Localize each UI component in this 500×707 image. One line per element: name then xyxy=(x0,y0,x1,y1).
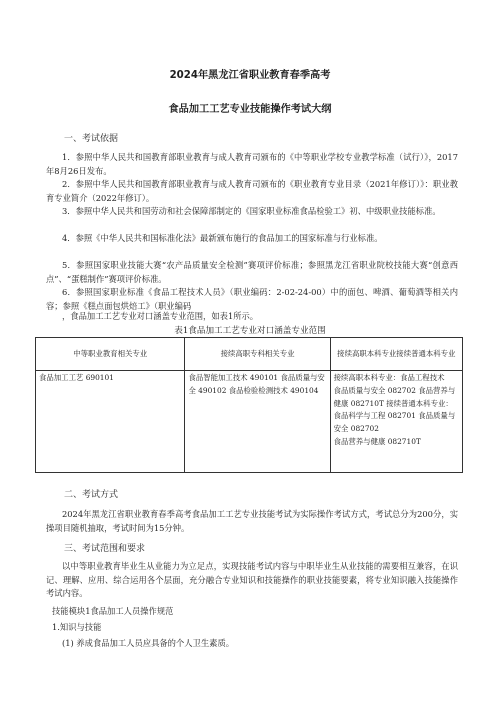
table-cell-secondary-major: 食品加工工艺 690101 xyxy=(36,371,185,473)
major-scope-table xyxy=(35,337,463,473)
table-header-higher-vocational: 接续高职专科相关专业 xyxy=(185,338,330,371)
table-row xyxy=(36,371,463,473)
skill-module-heading: 技能模块1食品加工人员操作规范 xyxy=(52,606,174,616)
basis-item-6: 6．参照国家职业标准《食品工程技术人员》（职业编码：2-02-24-00）中的面包、啤酒、葡萄酒等相关内容；参照《糕点面包烘焙工》（职业编码 xyxy=(46,287,458,311)
undergrad-line: 食品质量与安全 082702 食品营养与健康 082710T 接续普通本科专业： xyxy=(333,385,456,408)
basis-item-7: ，食品加工工艺专业对口涵盖专业范围，如表1所示。 xyxy=(62,311,259,321)
knowledge-heading: 1.知识与技能 xyxy=(52,622,102,632)
method-paragraph: 2024年黑龙江省职业教育春季高考食品加工工艺专业技能考试为实际操作考试方式，考试总分为200分，实操项目随机抽取，考试时间为15分钟。 xyxy=(46,509,458,533)
table-caption: 表1食品加工工艺专业对口涵盖专业范围 xyxy=(174,326,326,336)
table-cell-undergraduate-majors xyxy=(330,371,462,473)
document-title: 2024年黑龙江省职业教育春季高考 xyxy=(169,70,331,81)
section-heading-method: 二、考试方式 xyxy=(64,490,119,500)
requirement-item: (1) 养成食品加工人员应具备的个人卫生素质。 xyxy=(62,638,235,648)
table-header-secondary: 中等职业教育相关专业 xyxy=(36,338,185,371)
section-heading-scope: 三、考试范围和要求 xyxy=(64,544,146,554)
basis-item-1: 1．参照中华人民共和国教育部职业教育与成人教育司颁布的《中等职业学校专业教学标准（试行）》，2017年8月26日发布。 xyxy=(46,152,458,176)
document-subtitle: 食品加工工艺专业技能操作考试大纲 xyxy=(168,104,332,115)
basis-item-4: 4．参照《中华人民共和国标准化法》最新颁布施行的食品加工的国家标准与行业标准。 xyxy=(62,233,383,243)
table-cell-higher-vocational-majors: 食品智能加工技术 490101 食品质量与安全 490102 食品检验检测技术 490104 xyxy=(185,371,330,473)
basis-item-3: 3．参照中华人民共和国劳动和社会保障部制定的《国家职业标准食品检验工》初、中级职业技能标准。 xyxy=(62,206,441,216)
table-header-undergraduate: 接续高职本科专业接续普通本科专业 xyxy=(330,338,462,371)
scope-paragraph: 以中等职业教育毕业生从业能力为立足点，实现技能考试内容与中职毕业生从业技能的需要相互兼容，在识记、理解、应用、综合运用各个层面，充分融合专业知识和技能操作的职业技能要素，将专业知识融入技能操作考试内容。 xyxy=(46,561,458,598)
section-heading-basis: 一、考试依据 xyxy=(64,134,119,144)
table-header-row xyxy=(36,338,463,371)
undergrad-line: 接续高职本科专业：食品工程技术 xyxy=(333,373,445,382)
undergrad-line: 食品营养与健康 082710T xyxy=(333,436,421,446)
basis-item-2: 2．参照中华人民共和国教育部职业教育与成人教育司颁布的《职业教育专业目录（2021年修订）》：职业教育专业简介（2022年修订）。 xyxy=(46,179,458,203)
undergrad-line: 食品科学与工程 082701 食品质量与安全 082702 xyxy=(333,411,456,434)
basis-item-5: 5．参照国家职业技能大赛“农产品质量安全检测”赛项评价标准；参照黑龙江省职业院校技能大赛“创意西点”、“蛋糕制作”赛项评价标准。 xyxy=(46,260,458,284)
